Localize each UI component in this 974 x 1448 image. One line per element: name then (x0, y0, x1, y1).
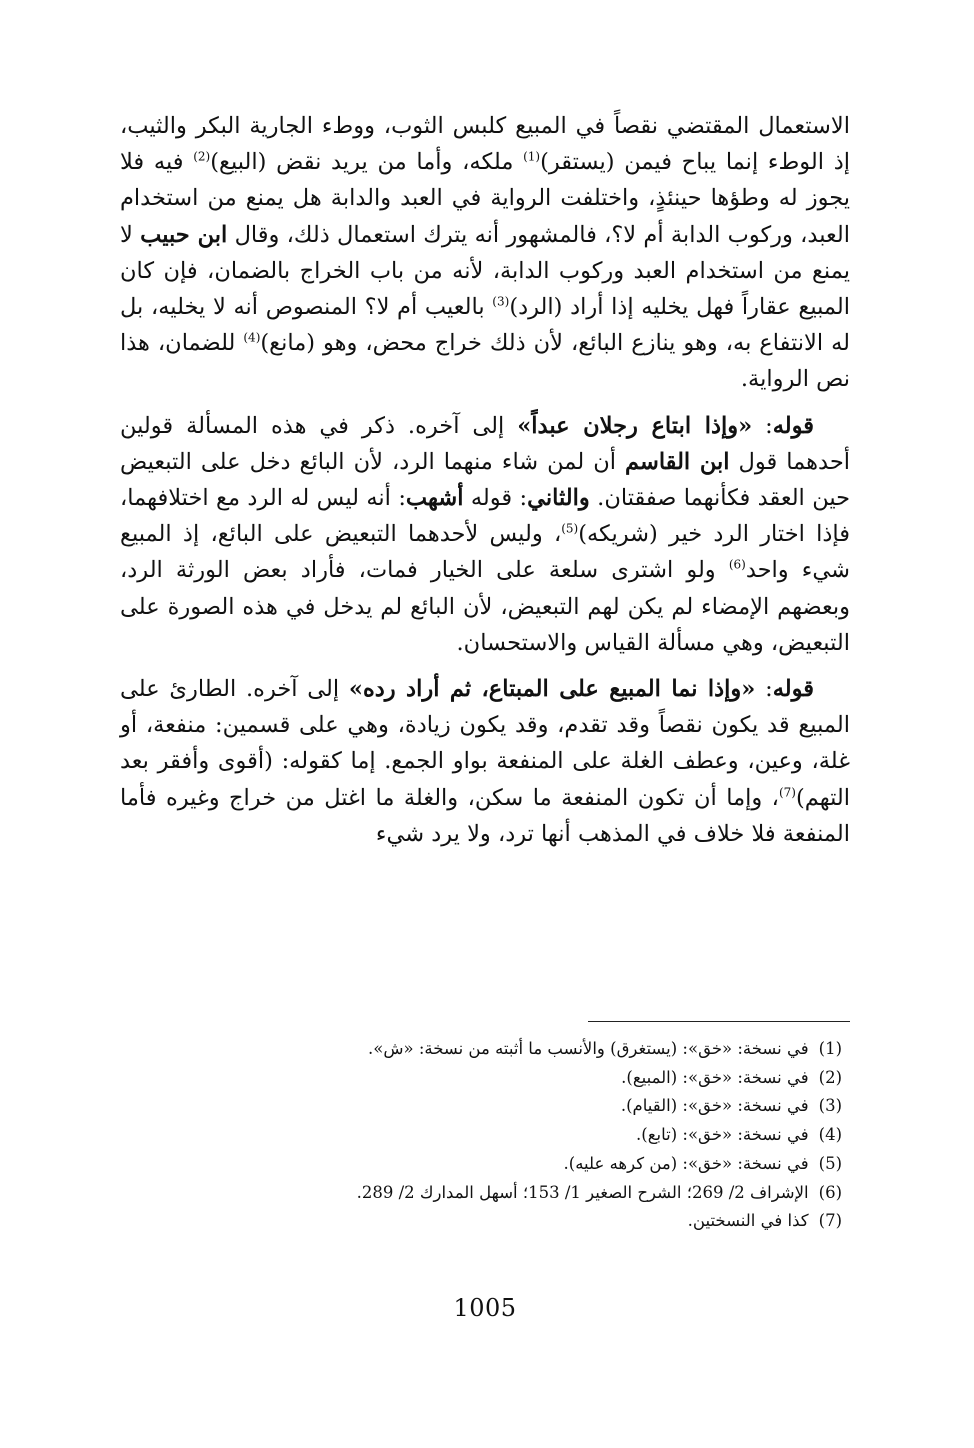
footnote-divider (588, 1021, 850, 1022)
paragraph-2: قوله: «وإذا ابتاع رجلان عبداً» إلى آخره. ذكر في هذه المسألة قولين أحدهما قول ابن القاسم أن لمن شاء منهما الرد، لأن البائع دخل على التبعيض حين العقد فكأنهما صفقتان. والثاني: قوله أشهب: أنه ليس له الرد مع اختلافهما، فإذا اختار الرد خير (شريكه)$^{(5)}$، وليس لأحدهما التبعيض على البائع، إذ المبيع شيء واحد$^{(6)}$ ولو اشترى سلعة على الخيار فمات، فأراد بعض الورثة الرد، وبعضهم الإمضاء لم يكن لهم التبعيض، لأن البائع لم يدخل في هذه الصورة على التبعيض، وهي مسألة القياس والاستحسان. (120, 412, 851, 656)
footnote-marker[interactable]: (2) (193, 149, 211, 164)
footnote-item (120, 1064, 842, 1093)
bold-phrase: «وإذا نما المبيع على المبتاع، ثم أراد رده» (348, 676, 756, 703)
footnote-item (120, 1179, 842, 1208)
footnote-marker[interactable]: (3) (492, 294, 510, 309)
main-text (120, 108, 850, 852)
footnote-item (120, 1121, 842, 1150)
footnote-text: الإشراف 2/ 269؛ الشرح الصغير 1/ 153؛ أسهل المدارك 2/ 289. (356, 1182, 809, 1202)
bold-phrase: ابن حبيب (140, 221, 228, 248)
bold-phrase: قوله (772, 676, 814, 703)
paragraph-3: قوله: «وإذا نما المبيع على المبتاع، ثم أراد رده» إلى آخره. الطارئ على المبيع قد يكون نقصاً وقد تقدم، وقد يكون زيادة، وهي على قسمين: منفعة، أو غلة، وعين، وعطف الغلة على المنفعة بواو الجمع. إما كقوله: (أقوى وأفقر بعد التهم)$^{(7)}$، وإما أن تكون المنفعة ما سكن، والغلة ما اغتل من خراج وغيره فأما المنفعة فلا خلاف في المذهب أنها ترد، ولا يرد شيء (120, 676, 850, 847)
footnote-number: (2) (818, 1067, 842, 1087)
footnote-text: في نسخة: «خق»: (تابع). (636, 1125, 809, 1145)
footnotes-list (120, 1035, 842, 1236)
bold-phrase: والثاني (527, 485, 590, 512)
bold-phrase: أشهب (405, 485, 464, 512)
footnote-text: في نسخة: «خق»: (القيام). (620, 1096, 809, 1116)
footnote-number: (4) (818, 1125, 842, 1145)
footnote-marker[interactable]: (4) (243, 330, 261, 345)
footnote-text: في نسخة: «خق»: (يستغرق) والأنسب ما أثبته من نسخة: «ش». (368, 1039, 809, 1058)
footnote-marker[interactable]: (7) (778, 785, 796, 800)
footnote-text: في نسخة: «خق»: (من كرهه عليه). (563, 1153, 809, 1173)
footnote-number: (1) (818, 1039, 842, 1058)
footnote-number: (7) (818, 1211, 842, 1231)
footnote-text: كذا في النسختين. (687, 1211, 809, 1231)
footnote-item (120, 1092, 842, 1121)
footnote-number: (5) (818, 1153, 842, 1173)
footnote-item (120, 1035, 842, 1064)
page (120, 108, 850, 1408)
footnote-marker[interactable]: (1) (523, 149, 541, 164)
page-number: 1005 (453, 1294, 517, 1322)
paragraph-1: الاستعمال المقتضي نقصاً في المبيع كلبس الثوب، ووطء الجارية البكر والثيب، إذ الوطء إنما يباح فيمن (يستقر)$^{(1)}$ ملكه، وأما من يريد نقض (البيع)$^{(2)}$ فيه فلا يجوز له وطؤها حينئذٍ، واختلفت الرواية في العبد والدابة هل يمنع من استخدام العبد، وركوب الدابة أم لا؟، فالمشهور أنه يترك استعمال ذلك، وقال ابن حبيب لا يمنع من استخدام العبد وركوب الدابة، لأنه من باب الخراج بالضمان، فإن كان المبيع عقاراً فهل يخليه إذا أراد (الرد)$^{(3)}$ بالعيب أم لا؟ المنصوص أنه لا يخليه، بل له الانتفاع به، وهو ينازع البائع، لأن ذلك خراج محض، وهو (مانع)$^{(4)}$ للضمان، هذا نص الرواية. (120, 113, 851, 393)
footnote-number: (3) (818, 1096, 842, 1116)
bold-phrase: ابن القاسم (625, 448, 730, 475)
footnote-item (120, 1207, 842, 1236)
footnote-text: في نسخة: «خق»: (المبيع). (621, 1067, 809, 1087)
footnote-marker[interactable]: (6) (728, 557, 746, 572)
footnote-item (120, 1150, 842, 1179)
footnote-marker[interactable]: (5) (561, 521, 579, 536)
bold-phrase: قوله (772, 412, 815, 439)
bold-phrase: «وإذا ابتاع رجلان عبداً» (517, 412, 753, 439)
footnote-number: (6) (818, 1182, 842, 1202)
